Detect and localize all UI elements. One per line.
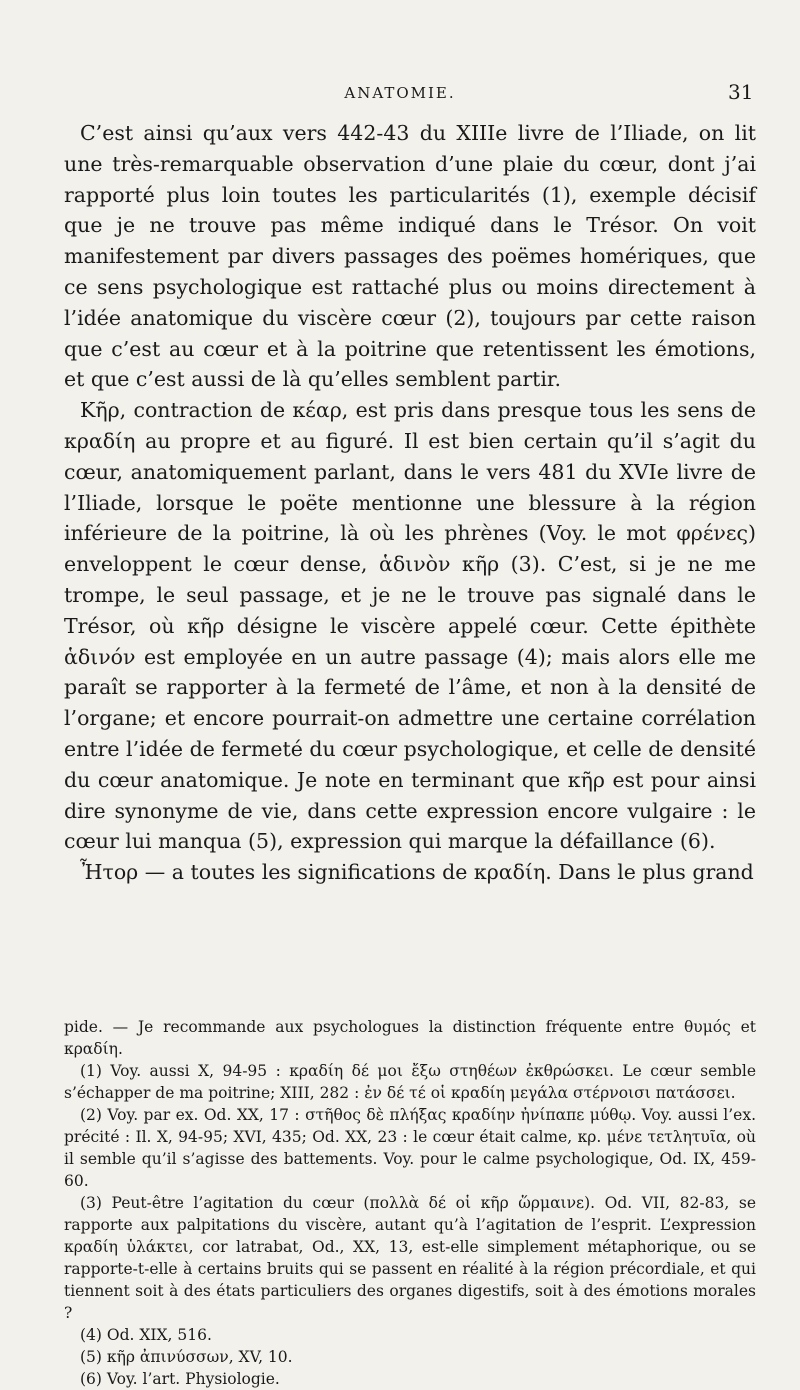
footnote-5: (5) κῆρ ἀπινύσσων, XV, 10. [80, 1348, 293, 1366]
footnote-6: (6) Voy. l’art. Physiologie. [80, 1370, 280, 1388]
paragraph-etor: Ἦτορ — a toutes les significations de κραδίη. Dans le plus grand [80, 860, 754, 885]
main-text [64, 118, 756, 888]
footnote-1: (1) Voy. aussi X, 94-95 : κραδίη δέ μοι ἔξω στηθέων ἐκθρώσκει. Le cœur semble s’échapper de ma poitrine; XIII, 282 : ἐν δέ τέ οἱ κραδίη μεγάλα στέρνοισι πατάσσει. [64, 1062, 756, 1102]
footnote-continuation: pide. — Je recommande aux psychologues la distinction fréquente entre θυμός et κραδίη. [64, 1018, 756, 1058]
footnotes [64, 1016, 756, 1390]
running-title: ANATOMIE. [344, 84, 456, 102]
footnote-4: (4) Od. XIX, 516. [80, 1326, 212, 1344]
paragraph-ker: Κῆρ, contraction de κέαρ, est pris dans presque tous les sens de κραδίη au propre et au figuré. Il est bien certain qu’il s’agit du cœur, anatomiquement parlant, dans le vers 481 du XVIe livre de l’Iliade, lorsque le poëte mentionne une blessure à la région inférieure de la poitrine, là où les phrènes (Voy. le mot φρένες) enveloppent le cœur dense, ἁδινὸν κῆρ (3). C’est, si je ne me trompe, le seul passage, et je ne le trouve pas signalé dans le Trésor, où κῆρ désigne le viscère appelé cœur. Cette épithète ἁδινόν est employée en un autre passage (4); mais alors elle me paraît se rapporter à la fermeté de l’âme, et non à la densité de l’organe; et encore pourrait-on admettre une certaine corrélation entre l’idée de fermeté du cœur psychologique, et celle de densité du cœur anatomique. Je note en terminant que κῆρ est pour ainsi dire synonyme de vie, dans cette expression encore vulgaire : le cœur lui manqua (5), expression qui marque la défaillance (6). [64, 398, 756, 854]
footnote-3: (3) Peut-être l’agitation du cœur (πολλὰ δέ οἱ κῆρ ὥρμαινε). Od. VII, 82-83, se rapporte aux palpitations du viscère, autant qu’à l’agitation de l’esprit. L’expression κραδίη ὑλάκτει, cor latrabat, Od., XX, 13, est-elle simplement métaphorique, ou se rapporte-t-elle à certains bruits qui se passent en réalité à la région précordiale, et qui tiennent soit à des états particuliers des organes digestifs, soit à des émotions morales ? [64, 1194, 756, 1322]
footnote-2: (2) Voy. par ex. Od. XX, 17 : στῆθος δὲ πλήξας κραδίην ἠνίπαπε μύθῳ. Voy. aussi l’ex. précité : Il. X, 94-95; XVI, 435; Od. XX, 23 : le cœur était calme, κρ. μένε τετλητυῖα, où il semble qu’il s’agisse des battements. Voy. pour le calme psychologique, Od. IX, 459-60. [64, 1106, 756, 1190]
page-number: 31 [728, 80, 754, 104]
paragraph-iliad-wound: C’est ainsi qu’aux vers 442-43 du XIIIe livre de l’Iliade, on lit une très-remarquable observation d’une plaie du cœur, dont j’ai rapporté plus loin toutes les particularités (1), exemple décisif que je ne trouve pas même indiqué dans le Trésor. On voit manifestement par divers passages des poëmes homériques, que ce sens psychologique est rattaché plus ou moins directement à l’idée anatomique du viscère cœur (2), toujours par cette raison que c’est au cœur et à la poitrine que retentissent les émotions, et que c’est aussi de là qu’elles semblent partir. [64, 121, 756, 392]
